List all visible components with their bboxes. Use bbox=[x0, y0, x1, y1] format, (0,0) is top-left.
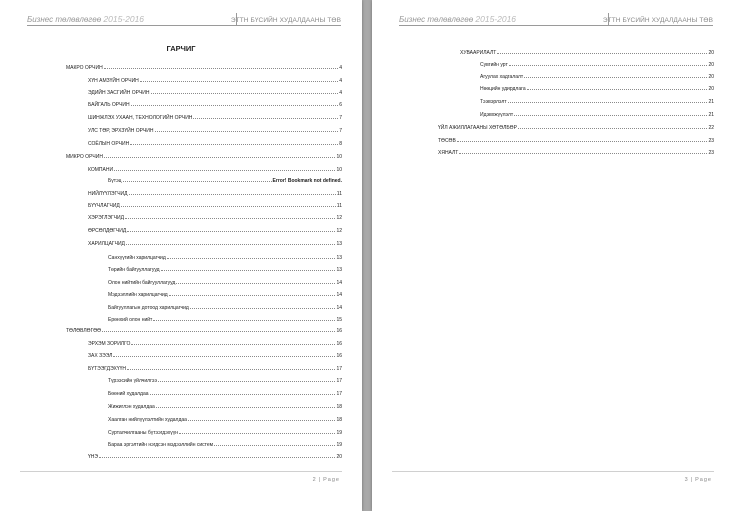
toc-leader-dots bbox=[140, 81, 338, 82]
toc-entry-title: Санхүүгийн харилцагчид bbox=[108, 255, 166, 261]
toc-entry-title: Түрээсийн үйлчилгээ bbox=[108, 378, 158, 384]
toc-entry-page: 18 bbox=[336, 417, 342, 423]
toc-entry-title: Байгууллагын дотоод харилцагчид bbox=[108, 305, 189, 311]
page-header bbox=[399, 13, 713, 26]
toc-entry-page: 10 bbox=[336, 154, 342, 160]
toc-entry-title: ТӨЛӨВЛӨГӨӨ bbox=[66, 328, 102, 334]
toc-entry-title: Бүтэц bbox=[108, 178, 122, 184]
toc-leader-dots bbox=[508, 102, 708, 103]
toc-leader-dots bbox=[158, 381, 335, 382]
toc-entry-page: 20 bbox=[708, 50, 714, 56]
toc-entry-page: 17 bbox=[336, 366, 342, 372]
toc-entry[interactable] bbox=[108, 388, 342, 397]
header-left-text bbox=[27, 14, 144, 24]
toc-entry-title: Сурталчилгааны бүтээгдэхүүн bbox=[108, 430, 178, 436]
toc-entry-page: 13 bbox=[336, 241, 342, 247]
toc-entry-page: 17 bbox=[336, 378, 342, 384]
toc-entry-title: БҮҮЧЛАГЧИД bbox=[88, 203, 120, 209]
toc-entry-page: 16 bbox=[336, 328, 342, 334]
toc-entry[interactable] bbox=[88, 451, 342, 460]
toc-entry[interactable] bbox=[108, 401, 342, 410]
toc-leader-dots bbox=[524, 77, 707, 78]
toc-leader-dots bbox=[104, 157, 336, 158]
toc-leader-dots bbox=[214, 445, 335, 446]
toc-entry-title: Олон нийтийн байгууллагууд bbox=[108, 280, 176, 286]
toc-entry-title: ҮНЭ bbox=[88, 454, 98, 460]
toc-entry-page: 13 bbox=[336, 267, 342, 273]
toc-entry-title: ЗАХ ЗЭЭЛ bbox=[88, 353, 113, 359]
toc-leader-dots bbox=[518, 128, 708, 129]
toc-leader-dots bbox=[161, 270, 336, 271]
toc-entry[interactable] bbox=[88, 350, 342, 359]
toc-entry-title: Бөөний худалдаа bbox=[108, 391, 149, 397]
toc-entry[interactable] bbox=[66, 325, 342, 334]
toc-entry[interactable] bbox=[438, 135, 714, 144]
toc-leader-dots bbox=[113, 356, 335, 357]
toc-entry-page: 11 bbox=[336, 203, 342, 209]
footer-pipe: | bbox=[318, 477, 321, 483]
page-number: 3 bbox=[684, 477, 688, 483]
toc-entry-page: 12 bbox=[336, 215, 342, 221]
toc-entry-title: ХАРИЛЦАГЧИД bbox=[88, 241, 125, 247]
toc-leader-dots bbox=[188, 420, 335, 421]
toc-leader-dots bbox=[156, 407, 336, 408]
toc-leader-dots bbox=[179, 433, 335, 434]
toc-entry-title: Нөөцийн удирдлага bbox=[480, 86, 526, 92]
toc-entry-title: Тээвэрлэлт bbox=[480, 99, 507, 105]
toc-entry-page: 4 bbox=[339, 65, 342, 71]
toc-leader-dots bbox=[123, 181, 272, 182]
toc-entry[interactable] bbox=[438, 122, 714, 131]
toc-leader-dots bbox=[130, 144, 338, 145]
toc-leader-dots bbox=[121, 206, 336, 207]
toc-entry-page: 20 bbox=[708, 86, 714, 92]
toc-leader-dots bbox=[527, 89, 708, 90]
toc-leader-dots bbox=[127, 231, 335, 232]
toc-entry[interactable] bbox=[480, 59, 714, 68]
toc-entry[interactable] bbox=[88, 138, 342, 147]
toc-entry-page: 6 bbox=[339, 102, 342, 108]
toc-entry-title: ШИНЖЛЭХ УХААН, ТЕХНОЛОГИЙН ОРЧИН bbox=[88, 115, 193, 121]
toc-entry-page: 20 bbox=[708, 74, 714, 80]
toc-entry[interactable] bbox=[108, 375, 342, 384]
toc-entry[interactable] bbox=[108, 314, 342, 323]
toc-entry-page: 10 bbox=[336, 167, 342, 173]
toc-entry-page: 8 bbox=[339, 141, 342, 147]
toc-entry-title: БАЙГАЛЬ ОРЧИН bbox=[88, 102, 130, 108]
toc-entry-page: 23 bbox=[708, 138, 714, 144]
toc-entry-page: 21 bbox=[708, 99, 714, 105]
toc-entry[interactable] bbox=[438, 147, 714, 156]
toc-entry-title: КОМПАНИ bbox=[88, 167, 114, 173]
toc-entry-title: Сувгийн урт bbox=[480, 62, 508, 68]
toc-leader-dots bbox=[167, 258, 336, 259]
toc-leader-dots bbox=[190, 308, 336, 309]
header-left-text bbox=[399, 14, 516, 24]
toc-entry-title: ХҮН АМЗҮЙН ОРЧИН bbox=[88, 78, 139, 84]
toc-entry-page: 7 bbox=[339, 115, 342, 121]
header-title: Бизнес төлөвлөгөө bbox=[399, 15, 474, 24]
toc-entry[interactable] bbox=[480, 96, 714, 105]
header-right-text: ЭТТН БҮСИЙН ХУДАЛДААНЫ ТӨВ bbox=[602, 17, 713, 24]
toc-entry[interactable] bbox=[108, 175, 342, 184]
toc-entry-title: Хаалган нийлүүлэлтийн худалдаа bbox=[108, 417, 187, 423]
toc-leader-dots bbox=[127, 369, 335, 370]
page-word: Page bbox=[323, 477, 340, 483]
toc-entry[interactable] bbox=[88, 164, 342, 173]
toc-entry[interactable] bbox=[108, 427, 342, 436]
toc-entry[interactable] bbox=[66, 62, 342, 71]
toc-entry[interactable] bbox=[108, 439, 342, 448]
toc-leader-dots bbox=[509, 65, 708, 66]
toc-leader-dots bbox=[176, 283, 335, 284]
toc-entry-page: 22 bbox=[708, 125, 714, 131]
toc-entry-title: СОЁЛЫН ОРЧИН bbox=[88, 141, 130, 147]
toc-entry-page: 14 bbox=[336, 292, 342, 298]
toc-entry-page: 21 bbox=[708, 112, 714, 118]
toc-leader-dots bbox=[99, 457, 335, 458]
toc-entry[interactable] bbox=[88, 125, 342, 134]
toc-entry-page: 17 bbox=[336, 391, 342, 397]
footer-divider bbox=[20, 471, 342, 472]
toc-entry[interactable] bbox=[88, 87, 342, 96]
toc-leader-dots bbox=[126, 244, 336, 245]
toc-leader-dots bbox=[125, 218, 335, 219]
toc-entry-page: Error! Bookmark not defined. bbox=[272, 178, 342, 184]
toc-entry-title: Агуулах хадгалалт bbox=[480, 74, 524, 80]
toc-leader-dots bbox=[459, 153, 707, 154]
toc-entry-page: 18 bbox=[336, 404, 342, 410]
header-year: 2015-2016 bbox=[103, 14, 145, 24]
toc-entry-page: 11 bbox=[336, 191, 342, 197]
footer-divider bbox=[392, 471, 714, 472]
toc-leader-dots bbox=[131, 105, 339, 106]
toc-entry-title: ХЯНАЛТ bbox=[438, 150, 459, 156]
toc-entry[interactable] bbox=[88, 338, 342, 347]
toc-entry[interactable] bbox=[88, 112, 342, 121]
toc-entry-page: 23 bbox=[708, 150, 714, 156]
toc-entry-page: 16 bbox=[336, 353, 342, 359]
toc-entry-title: ХУВААРИЛАЛТ bbox=[460, 50, 497, 56]
toc-entry-title: Жижиглэн худалдаа bbox=[108, 404, 155, 410]
toc-entry-title: Мэдээллийн харилцагчид bbox=[108, 292, 168, 298]
toc-entry[interactable] bbox=[88, 99, 342, 108]
toc-entry[interactable] bbox=[88, 238, 342, 247]
page-header bbox=[27, 13, 341, 26]
toc-title: ГАРЧИГ bbox=[166, 44, 196, 53]
toc-entry-page: 4 bbox=[339, 90, 342, 96]
toc-entry-title: ЭРХЭМ ЗОРИЛГО bbox=[88, 341, 131, 347]
toc-entry-page: 20 bbox=[336, 454, 342, 460]
toc-entry[interactable] bbox=[88, 363, 342, 372]
toc-leader-dots bbox=[457, 141, 708, 142]
toc-entry-title: МИКРО ОРЧИН bbox=[66, 154, 103, 160]
page-footer bbox=[685, 477, 712, 483]
page-number: 2 bbox=[312, 477, 316, 483]
toc-entry[interactable] bbox=[480, 71, 714, 80]
page-footer bbox=[313, 477, 340, 483]
footer-pipe: | bbox=[690, 477, 693, 483]
toc-entry-page: 7 bbox=[339, 128, 342, 134]
toc-entry[interactable] bbox=[88, 200, 342, 209]
toc-entry-title: НИЙЛҮҮЛЭГЧИД bbox=[88, 191, 128, 197]
toc-entry-page: 12 bbox=[336, 228, 342, 234]
toc-entry-title: ҮЙЛ АЖИЛЛАГААНЫ ХӨТӨЛБӨР bbox=[438, 125, 517, 131]
header-right-text: ЭТТН БҮСИЙН ХУДАЛДААНЫ ТӨВ bbox=[230, 17, 341, 24]
toc-entry-title: ӨРСӨЛДӨГЧИД bbox=[88, 228, 127, 234]
toc-entry[interactable] bbox=[88, 75, 342, 84]
toc-entry-page: 4 bbox=[339, 78, 342, 84]
document-page-3 bbox=[372, 0, 734, 511]
toc-leader-dots bbox=[102, 331, 335, 332]
toc-entry[interactable] bbox=[108, 264, 342, 273]
toc-entry-title: Ерөнхий олон нийт bbox=[108, 317, 153, 323]
toc-entry[interactable] bbox=[108, 414, 342, 423]
toc-entry[interactable] bbox=[480, 83, 714, 92]
toc-leader-dots bbox=[131, 344, 335, 345]
toc-leader-dots bbox=[151, 93, 339, 94]
toc-entry-title: ТӨСӨВ bbox=[438, 138, 456, 144]
toc-entry-title: ЭДИЙН ЗАСГИЙН ОРЧИН bbox=[88, 90, 150, 96]
toc-entry-title: Бараа эргэлтийн нэгдсэн мэдээллийн систем bbox=[108, 442, 214, 448]
toc-entry-page: 20 bbox=[708, 62, 714, 68]
toc-entry-page: 14 bbox=[336, 305, 342, 311]
toc-entry-title: Төрийн байгууллагууд bbox=[108, 267, 160, 273]
toc-leader-dots bbox=[150, 394, 336, 395]
toc-entry[interactable] bbox=[88, 212, 342, 221]
toc-entry[interactable] bbox=[88, 188, 342, 197]
toc-leader-dots bbox=[155, 131, 339, 132]
header-year: 2015-2016 bbox=[475, 14, 517, 24]
toc-leader-dots bbox=[104, 68, 339, 69]
toc-entry-title: ХЭРЭГЛЭГЧИД bbox=[88, 215, 125, 221]
toc-entry[interactable] bbox=[480, 109, 714, 118]
toc-entry-page: 16 bbox=[336, 341, 342, 347]
toc-entry[interactable] bbox=[108, 302, 342, 311]
toc-entry-page: 14 bbox=[336, 280, 342, 286]
toc-leader-dots bbox=[514, 115, 707, 116]
toc-entry[interactable] bbox=[108, 252, 342, 261]
toc-entry[interactable] bbox=[88, 225, 342, 234]
toc-entry-title: МАКРО ОРЧИН bbox=[66, 65, 103, 71]
header-title: Бизнес төлөвлөгөө bbox=[27, 15, 102, 24]
toc-entry-page: 13 bbox=[336, 255, 342, 261]
toc-leader-dots bbox=[497, 53, 707, 54]
toc-entry[interactable] bbox=[108, 289, 342, 298]
toc-leader-dots bbox=[193, 118, 338, 119]
toc-entry-page: 19 bbox=[336, 430, 342, 436]
toc-entry[interactable] bbox=[460, 47, 714, 56]
toc-leader-dots bbox=[129, 194, 336, 195]
toc-entry-page: 15 bbox=[336, 317, 342, 323]
toc-entry-page: 19 bbox=[336, 442, 342, 448]
toc-entry-title: БҮТЭЭГДЭХҮҮН bbox=[88, 366, 126, 372]
toc-leader-dots bbox=[114, 170, 335, 171]
toc-entry-title: УЛС ТӨР, ЭРХЗҮЙН ОРЧИН bbox=[88, 128, 154, 134]
toc-entry-title: Идэвхжүүлэлт bbox=[480, 112, 514, 118]
toc-leader-dots bbox=[153, 320, 335, 321]
document-page-2 bbox=[0, 0, 362, 511]
page-word: Page bbox=[695, 477, 712, 483]
toc-leader-dots bbox=[169, 295, 336, 296]
toc-entry[interactable] bbox=[108, 277, 342, 286]
toc-entry[interactable] bbox=[66, 151, 342, 160]
